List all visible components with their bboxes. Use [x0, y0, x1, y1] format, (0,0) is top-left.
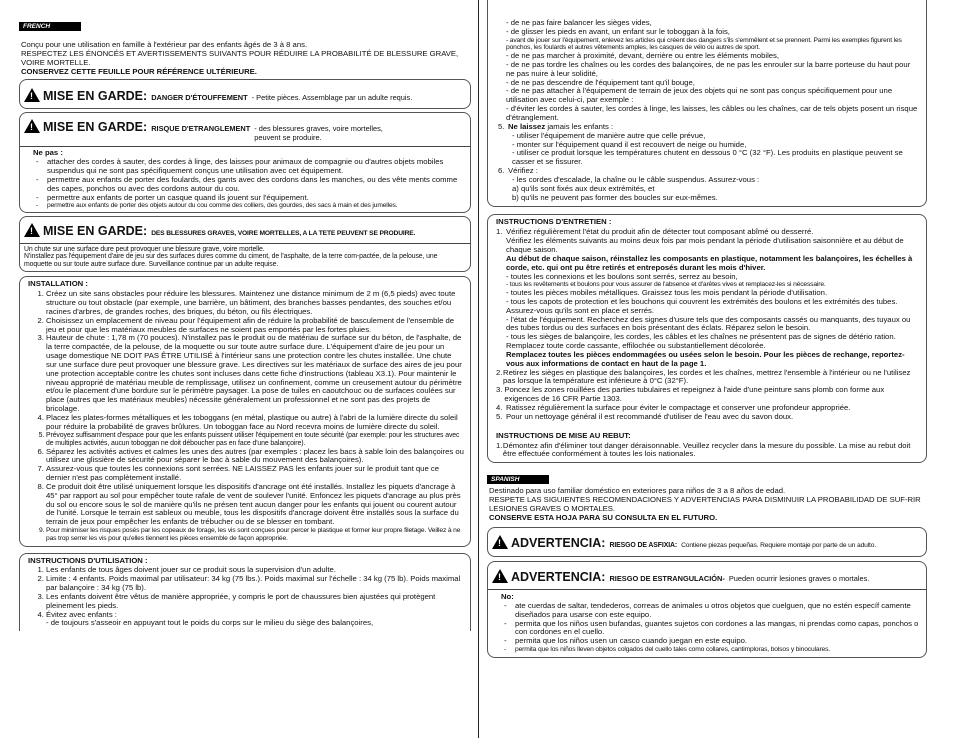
list-item: 3. Les enfants doivent être vêtus de manière appropriée, y compris le port de chaussures bien ajustées qui protègent pleinement les pieds. [46, 593, 464, 611]
warning-triangle-icon [24, 119, 40, 133]
fr-intro: Conçu pour une utilisation en famille à l'extérieur par des enfants âgés de 3 à 8 ans. RESPECTEZ LES ÉNONCÉS ET AVERTISSEMENTS SUIVANTS POUR RÉDUIRE LA PROBABILITÉ DE BLESSURE GRAVE, VOIRE MORTELLE. CONSERVEZ CETTE FEUILLE POUR RÉFÉRENCE ULTÉRIEURE. [21, 40, 459, 76]
list-item: 2. Limite : 4 enfants. Poids maximal par utilisateur: 34 kg (75 lbs.). Poids maximal sur l'échelle : 34 kg (75 lb). Poids maximal par balançoire : 34 kg (75 lb). [46, 575, 464, 593]
es-strangulation-list [501, 602, 920, 654]
warning-triangle-icon [24, 223, 40, 237]
list-item: 9. Pour minimiser les risques posés par les copeaux de forage, les vis sont conçues pour percer le plastique et former leur propre filetage. Veillez à ne pas trop serrer les vis pour qu'elles tiennent les pièces ensemble de façon appropriée. [46, 527, 464, 542]
list-item: - permettre aux enfants de porter un casque quand ils jouent sur l'équipement. [47, 194, 464, 203]
list-item: - permita que los niños lleven objetos colgados del cuello tales como collares, cantimploras, bolsos y binoculares. [515, 646, 920, 654]
es-warning-strangulation: ! ADVERTENCIA: RIESGO DE ESTRANGULACIÓN- Pueden ocurrir lesiones graves o mortales. No: - ate cuerdas de saltar, tendederos, correas de animales u otros objetos que cuelguen, que no estén específ camente diseñados para usarse con este equipo. - permita que los niños usen bufandas, guantes sujetos con cordones a las mangas, ni prendas como capas, ponchos o con cordones en el cuello. - permita que los niños usen un casco cuando juegan en este equipo. - permita que los niños lleven objetos colgados del cuello tales como collares, cantimploras, bolsos y binoculares. [487, 561, 927, 658]
list-item: 7. Assurez-vous que toutes les connexions sont serrées. NE LAISSEZ PAS les enfants jouer sur le produit tant que ce dernier n'est pas complètement installé. [46, 465, 464, 483]
fr-warning-strangulation: ! MISE EN GARDE: RISQUE D'ETRANGLEMENT - des blessures graves, voire mortelles, peuvent se produire. Ne pas : - attacher des cordes à sauter, des cordes à linge, des laisses pour animaux de compagnie ou d'autres objets mobiles suspendus qui ne sont pas spécifiquement conçus une utilisation avec cet équipement. - permettre aux enfants de porter des foulards, des gants avec des cordons dans les manches, ou des vête ments comme des capes, ponchos ou avec des cordons autour du cou. - permettre aux enfants de porter un casque quand ils jouent sur l'équipement. - permettre aux enfants de porter des objets autour du cou comme des colliers, des gourdes, des sacs à main et des jumelles. [19, 112, 471, 213]
es-warning-choking: ! ADVERTENCIA: RIESGO DE ASFIXIA: Contiene piezas pequeñas. Requiere montaje por parte de un adulto. [487, 527, 927, 557]
list-item: 8. Ce produit doit être utilisé uniquement lorsque les dispositifs d'ancrage ont été installés. Installez les piquets d'ancrage à 45° par rapport au sol pour empêcher toute rafale de vent de soulever l'unité. Enfoncez les piquets d'ancrage au plus près du sol ou encore sous le sol de manière qu'ils ne présen tent aucun danger pour les enfants qui jouent ou courent autour de l'unité. Lorsque le terrain est sableux ou meuble, tous les dispositifs d'ancrage doivent être installés sous la surface du terrain de jeux pour empêcher les enfants de trébucher ou de se blesser en tombant. [46, 483, 464, 527]
french-label: FRENCH [19, 22, 471, 31]
fr-maintenance: INSTRUCTIONS D'ENTRETIEN : 1. Vérifiez régulièrement l'état du produit afin de détecter tout composant abîmé ou desserré. Vérifiez les éléments suivants au moins deux fois par mois pendant la période d'utilisation saisonnière et au début de chaque saison. Au début de chaque saison, réinstallez les composants en plastique, notamment les balançoires, les échelles à corde, etc. qui ont pu être retirés et entreposés durant les mois d'hiver. - toutes les connexions et les boulons sont serrés, serrez au besoin, - tous les revêtements et boulons pour vous assurer de l'absence et d'arêtes vives et remplacez-les si nécessaire. - toutes les pièces mobiles métalliques. Graissez tous les mois pendant la période d'utilisation. - tous les capots de protection et les bouchons qui couvrent les extrémités des boulons et les extrémités des tubes. Assurez-vous qu'ils sont en place et serrés. - l'état de l'équipement. Recherchez des signes d'usure tels que des composants cassés ou manquants, des tuyaux ou des tubes tordus ou des surfaces en bois présentant des éclats. Réparez selon le besoin. - tous les sièges de balançoire, les cordes, les câbles et les chaînes ne présentent pas de signes de détério ration. Remplacez toute corde cassante, effilochée ou substantiellement décolorée. Remplacez toutes les pièces endommagées ou usées selon le besoin. Pour les pièces de rechange, reportez-vous aux informations de contact en haut de la page 1. 2. Retirez les sièges en plastique des balançoires, les cordes et les chaînes, mettrez l'ensemble à l'intérieur ou ne l'utilisez pas lorsque la température est inférieure à 0°C (32°F). 3. Poncez les zones rouillées des parties tubulaires et repeignez à l'aide d'une peinture sans plomb con forme aux exigences de 16 CFR Partie 1303. 4. Ratissez régulièrement la surface pour éviter le compactage et conserver une profondeur appropriée. 5. Pour un nettoyage général il est recommandé d'utiliser de l'eau avec du savon doux. INSTRUCTIONS DE MISE AU REBUT: 1. Démontez afin d'éliminer tout danger déraisonnable. Veuillez recycler dans la mesure du possible. La mise au rebut doit être effectuée conformément à toutes les lois nationales. [487, 214, 927, 463]
list-item: 2. Choisissez un emplacement de niveau pour l'équipement afin de réduire la probabilité de basculement de l'ensemble de jeu et pour que les matériaux meubles de surfaces ne soient pas emportés par les fortes pluies. [46, 317, 464, 335]
list-item: - ate cuerdas de saltar, tendederos, correas de animales u otros objetos que cuelguen, que no estén específ camente diseñados para usarse con este equipo. [515, 602, 920, 620]
fr-installation-list [28, 290, 464, 542]
column-divider [478, 0, 479, 738]
list-item: - permettre aux enfants de porter des objets autour du cou comme des colliers, des gourdes, des sacs à main et des jumelles. [47, 202, 464, 210]
left-column [19, 0, 471, 738]
fr-usage-continued: - de ne pas faire balancer les sièges vides, - de glisser les pieds en avant, un enfant sur le toboggan à la fois, - avant de jouer sur l'équipement, enlevez les articles qui créent des dangers s'ils s'emmêlent et se prennent. Parmi les exemples figurent les ponchos, les foulards et autres vêtements amples, les casques de vélo ou autres de sport. - de ne pas marcher à proximité, devant, derrière ou entre les éléments mobiles, - de ne pas tordre les chaînes ou les cordes des balançoires, de ne pas les enrouler sur la barre porteuse du haut pour ne pas nuire à leur solidité, - de ne pas descendre de l'équipement tant qu'il bouge, - de ne pas attacher à l'équipement de terrain de jeux des objets qui ne sont pas conçus spécifiquement pour une utilisation avec celui-ci, par exemple : - d'éviter les cordes à sauter, les cordes à linge, les laisses, les câbles ou les chaînes, car de tels objets posent un risque d'étranglement. 5. Ne laissez jamais les enfants : - utiliser l'équipement de manière autre que celle prévue, - monter sur l'équipement quand il est recouvert de neige ou humide, - utiliser ce produit lorsque les températures chutent en dessous 0 °C (32 °F). Les produits en plastique peuvent se casser et se fissurer. 6. Vérifiez : - les cordes d'escalade, la chaîne ou le câble suspendus. Assurez-vous : a) qu'ils sont fixés aux deux extrémités, et b) qu'ils ne peuvent pas former des boucles sur eux-mêmes. [487, 0, 927, 207]
warning-triangle-icon [492, 569, 508, 583]
fr-warning-head-injury: ! MISE EN GARDE: DES BLESSURES GRAVES, VOIRE MORTELLES, A LA TETE PEUVENT SE PRODUIRE. Un chute sur une surface dure peut provoquer une blessure grave, voire mortelle. N'installez pas l'équipement d'aire de jeu sur des surfaces dures comme du ciment, de l'asphalte, de la terre com-pactée, de la pelouse, une moquette ou sur toute autre surface dure. Surveillance continue par un adulte requise. [19, 216, 471, 272]
right-column [487, 0, 927, 738]
fr-strangulation-list [33, 158, 464, 210]
list-item: 1. Créez un site sans obstacles pour réduire les blessures. Maintenez une distance minimum de 2 m (6,5 pieds) avec toute structure ou tout obstacle (par exemple, une barrière, un bâtiment, des branches basses pendantes, des souches et/ou racines d'arbres, de grandes roches, des briques, du béton, ou fils électriques. [46, 290, 464, 317]
french-header [19, 22, 471, 31]
warning-triangle-icon [492, 535, 508, 549]
list-item: 4. Placez les plates-formes métalliques et les toboggans (en métal, plastique ou autre) à l'abri de la lumière directe du soleil pour réduire la probabilité de graves brûlures. Un toboggan face au Nord recevra moins de lumière directe du soleil. [46, 414, 464, 432]
fr-usage: INSTRUCTIONS D'UTILISATION : 1. Les enfants de tous âges doivent jouer sur ce produit sous la supervision d'un adulte. 2. Limite : 4 enfants. Poids maximal par utilisateur: 34 kg (75 lbs.). Poids maximal sur l'échelle : 34 kg (75 lb). Poids maximal par balançoire : 34 kg (75 lb). 3. Les enfants doivent être vêtus de manière appropriée, y compris le port de chaussures bien ajustées qui protègent pleinement les pieds. 4. Évitez avec enfants : - de toujours s'asseoir en appuyant tout le poids du corps sur le milieu du siège des balançoires, [19, 553, 471, 632]
list-item: - attacher des cordes à sauter, des cordes à linge, des laisses pour animaux de compagnie ou d'autres objets mobiles suspendus qui ne sont pas spécifiquement conçus une utilisation avec cet équipement. [47, 158, 464, 176]
list-item: 6. Séparez les activités actives et calmes les unes des autres (par exemples : placez les bacs à sable loin des balançoires ou utilisez une glissière de sécurité pour séparer le bac à sable du mouvement des balançoires). [46, 448, 464, 466]
list-item: 3. Hauteur de chute : 1,78 m (70 pouces). N'installez pas le produit ou de matériau de surface sur du béton, de l'asphalte, de la terre compactée, de la pelouse, de la moquette ou sur toute autre surface dure. L'équipement d'aire de jeu pour un usage domestique NE DOIT PAS ÊTRE UTILISÉ à l'intérieur sans une protection contre les chutes installée. Une chute sur une surface dure peut provoquer une blessure grave. Les directives sur les matériaux de surface des aires de jeu pour une protection acceptable contre les chutes sont incluses dans cette fiche d'instructions (tableau X3.1). Pour maintenir le niveau approprié de matériau meuble de remplissage, utilisez un confinement, comme un creusement autour du périmètre et/ou le placement d'une bordure sur le périmètre paysager. La pose de tuiles en caoutchouc ou de surfaces coulées sur place (autres que les matériaux meubles) nécessite généralement un professionnel et ne sont pas des projets de bricolage. [46, 334, 464, 414]
fr-usage-list [28, 566, 464, 619]
list-item: - permita que los niños usen un casco cuando juegan en este equipo. [515, 637, 920, 646]
list-item: 4. Évitez avec enfants : [46, 611, 464, 620]
list-item: 1. Les enfants de tous âges doivent jouer sur ce produit sous la supervision d'un adulte. [46, 566, 464, 575]
list-item: - permettre aux enfants de porter des foulards, des gants avec des cordons dans les manches, ou des vête ments comme des capes, ponchos ou avec des cordons autour du cou. [47, 176, 464, 194]
list-item: 5. Prévoyez suffisamment d'espace pour que les enfants puissent utiliser l'équipement en toute sécurité (par exemple: pour les structures avec de multiples activités, aucun toboggan ne doit déboucher pas en face d'une balançoire). [46, 432, 464, 448]
spanish-label: SPANISH [487, 475, 927, 484]
fr-warning-choking: ! MISE EN GARDE: DANGER D'ÉTOUFFEMENT - Petite pièces. Assemblage par un adulte requis. [19, 79, 471, 109]
warning-triangle-icon [24, 88, 40, 102]
fr-installation: INSTALLATION : 1. Créez un site sans obstacles pour réduire les blessures. Maintenez une distance minimum de 2 m (6,5 pieds) avec toute structure ou tout obstacle (par exemple, une barrière, un bâtiment, des branches basses pendantes, des souches et/ou racines d'arbres, de grandes roches, des briques, du béton, ou fils électriques. 2. Choisissez un emplacement de niveau pour l'équipement afin de réduire la probabilité de basculement de l'ensemble de jeu et pour que les matériaux meubles de surfaces ne soient pas emportés par les fortes pluies. 3. Hauteur de chute : 1,78 m (70 pouces). N'installez pas le produit ou de matériau de surface sur du béton, de l'asphalte, de la terre compactée, de la pelouse, de la moquette ou sur toute autre surface dure. L'équipement d'aire de jeu pour un usage domestique NE DOIT PAS ÊTRE UTILISÉ à l'intérieur sans une protection contre les chutes installée. Une chute sur une surface dure peut provoquer une blessure grave. Les directives sur les matériaux de surface des aires de jeu pour une protection acceptable contre les chutes sont incluses dans cette fiche d'instructions (tableau X3.1). Pour maintenir le niveau approprié de matériau meuble de remplissage, utilisez un confinement, comme un creusement autour du périmètre et/ou le placement d'une bordure sur le périmètre paysager. La pose de tuiles en caoutchouc ou de surfaces coulées sur place (autres que les matériaux meubles) nécessite généralement un professionnel et ne sont pas des projets de bricolage. 4. Placez les plates-formes métalliques et les toboggans (en métal, plastique ou autre) à l'abri de la lumière directe du soleil pour réduire la probabilité de graves brûlures. Un toboggan face au Nord recevra moins de lumière directe du soleil. 5. Prévoyez suffisamment d'espace pour que les enfants puissent utiliser l'équipement en toute sécurité (par exemple: pour les structures avec de multiples activités, aucun toboggan ne doit déboucher pas en face d'une balançoire). 6. Séparez les activités actives et calmes les unes des autres (par exemples : placez les bacs à sable loin des balançoires ou utilisez une glissière de sécurité pour séparer le bac à sable du mouvement des balançoires). 7. Assurez-vous que toutes les connexions sont serrées. NE LAISSEZ PAS les enfants jouer sur le produit tant que ce dernier n'est pas complètement installé. 8. Ce produit doit être utilisé uniquement lorsque les dispositifs d'ancrage ont été installés. Installez les piquets d'ancrage à 45° par rapport au sol pour empêcher toute rafale de vent de soulever l'unité. Enfoncez les piquets d'ancrage au plus près du sol ou encore sous le sol de manière qu'ils ne présen tent aucun danger pour les enfants qui jouent ou courent autour de l'unité. Lorsque le terrain est sableux ou meuble, tous les dispositifs d'ancrage doivent être installés sous la surface du terrain de jeux pour empêcher les enfants de trébucher ou de se blesser en tombant. 9. Pour minimiser les risques posés par les copeaux de forage, les vis sont conçues pour percer le plastique et former leur propre filetage. Veillez à ne pas trop serrer les vis pour qu'elles tiennent les pièces ensemble de façon appropriée. [19, 276, 471, 546]
es-intro: Destinado para uso familiar doméstico en exteriores para niños de 3 a 8 años de edad. RESPETE LAS SIGUIENTES RECOMENDACIONES Y ADVERTENCIAS PARA DISMINUIR LA PROBABILIDAD DE SUF-RIR LESIONES GRAVES O MORTALES. CONSERVE ESTA HOJA PARA SU CONSULTA EN EL FUTURO. [489, 486, 921, 522]
spanish-header [487, 475, 927, 484]
list-item: - permita que los niños usen bufandas, guantes sujetos con cordones a las mangas, ni prendas como capas, ponchos o con cordones en el cuello. [515, 620, 920, 638]
